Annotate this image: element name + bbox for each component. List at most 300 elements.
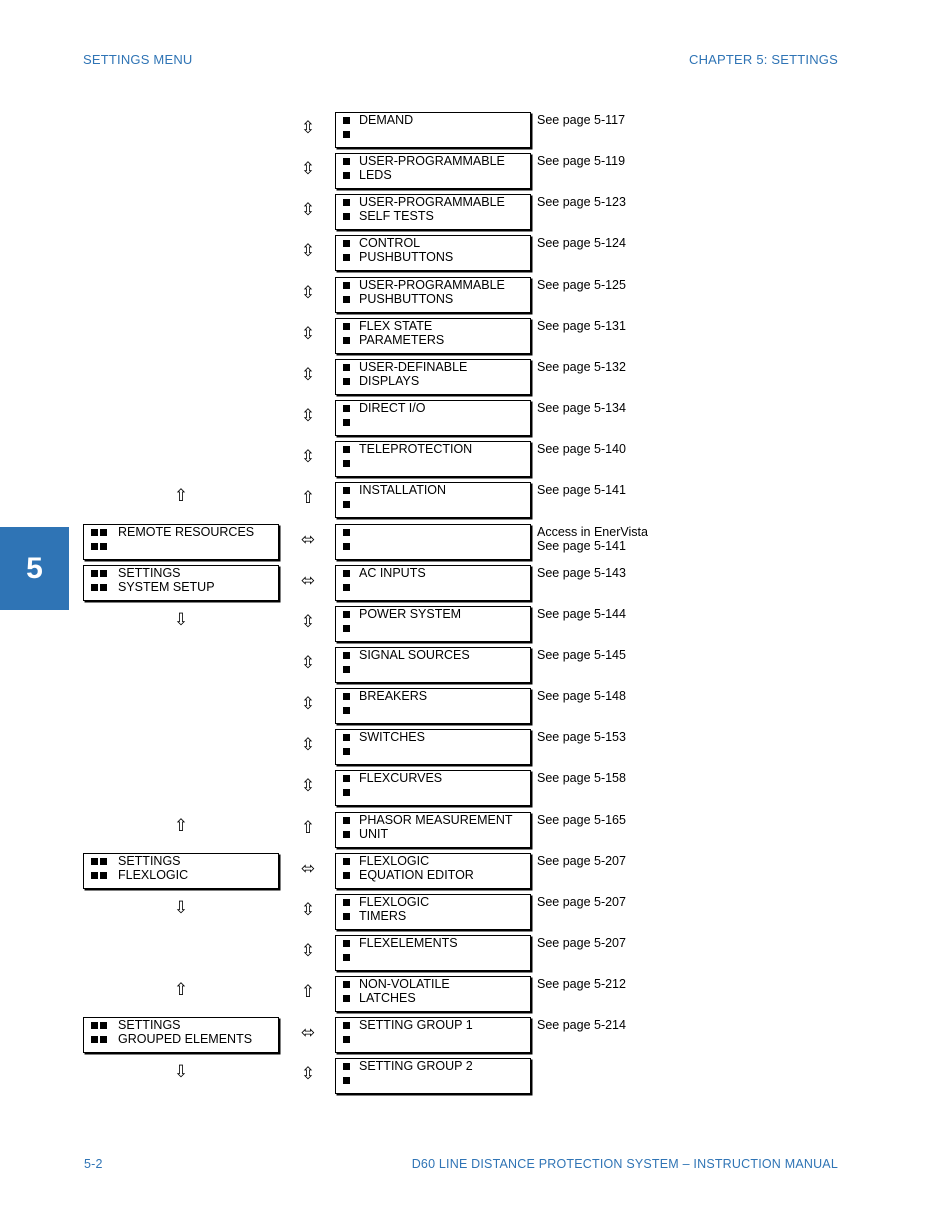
square-bullet-icon	[343, 131, 350, 138]
menu-item-line1	[336, 937, 530, 951]
bullet-squares	[343, 487, 359, 494]
menu-item-line1	[336, 526, 530, 540]
parent-menu-line1-text: SETTINGS	[118, 854, 181, 868]
menu-item-line1-text: USER-PROGRAMMABLE	[359, 195, 505, 209]
square-bullet-icon	[343, 337, 350, 344]
square-bullet-icon	[343, 1063, 350, 1070]
left-right-arrow-icon: ⬄	[300, 530, 316, 550]
square-bullet-icon	[100, 543, 107, 550]
menu-item-line2	[336, 704, 530, 718]
up-arrow-icon: ⇧	[300, 488, 316, 508]
menu-item-line2	[336, 457, 530, 471]
page-reference	[537, 402, 626, 416]
page-reference	[537, 937, 626, 951]
menu-item-box[interactable]	[335, 1058, 531, 1094]
page-reference	[537, 649, 626, 663]
chapter-tab: 5	[0, 527, 69, 610]
menu-item-line1	[336, 1060, 530, 1074]
square-bullet-icon	[343, 789, 350, 796]
menu-item-line1	[336, 814, 530, 828]
bullet-squares	[343, 940, 359, 947]
menu-item-line1	[336, 772, 530, 786]
menu-item-line2	[336, 1033, 530, 1047]
bullet-squares	[91, 584, 118, 591]
square-bullet-icon	[343, 254, 350, 261]
bullet-squares	[343, 296, 359, 303]
square-bullet-icon	[343, 693, 350, 700]
bullet-squares	[343, 213, 359, 220]
page-reference	[537, 484, 626, 498]
menu-item-line1-text: DEMAND	[359, 113, 414, 127]
page-reference-line1: See page 5-140	[537, 442, 626, 456]
menu-item-line2	[336, 869, 530, 883]
menu-item-line1-text: FLEXLOGIC	[359, 895, 430, 909]
menu-item-line1	[336, 155, 530, 169]
square-bullet-icon	[343, 117, 350, 124]
menu-item-line1-text: SETTING GROUP 1	[359, 1018, 473, 1032]
up-down-arrow-icon: ⇳	[300, 406, 316, 426]
square-bullet-icon	[343, 543, 350, 550]
page-reference	[537, 1019, 626, 1033]
bullet-squares	[91, 858, 118, 865]
bullet-squares	[343, 117, 359, 124]
menu-item-line1	[336, 1019, 530, 1033]
menu-item-line1	[336, 731, 530, 745]
menu-item-line2	[336, 210, 530, 224]
square-bullet-icon	[343, 611, 350, 618]
menu-item-line1-text: USER-DEFINABLE	[359, 360, 468, 374]
square-bullet-icon	[343, 460, 350, 467]
bullet-squares	[343, 158, 359, 165]
menu-item-line1	[336, 690, 530, 704]
bullet-squares	[343, 611, 359, 618]
bullet-squares	[343, 652, 359, 659]
page-reference	[537, 361, 626, 375]
bullet-squares	[343, 378, 359, 385]
running-header-chapter: CHAPTER 5: SETTINGS	[689, 52, 838, 67]
square-bullet-icon	[91, 872, 98, 879]
bullet-squares	[343, 323, 359, 330]
page-reference-line1: See page 5-132	[537, 360, 626, 374]
page-reference	[537, 279, 626, 293]
menu-item-line1-text: NON-VOLATILE	[359, 977, 450, 991]
bullet-squares	[343, 446, 359, 453]
menu-item-line2	[336, 622, 530, 636]
menu-item-box[interactable]	[335, 524, 531, 560]
page-reference	[537, 567, 626, 581]
square-bullet-icon	[91, 543, 98, 550]
up-down-arrow-icon: ⇳	[300, 694, 316, 714]
bullet-squares	[343, 405, 359, 412]
bullet-squares	[343, 172, 359, 179]
parent-menu-line2-text: FLEXLOGIC	[118, 867, 189, 882]
menu-item-line1-text: SETTING GROUP 2	[359, 1059, 473, 1073]
page-reference-line1: See page 5-212	[537, 977, 626, 991]
menu-item-box[interactable]	[335, 894, 531, 930]
page-reference	[537, 608, 626, 622]
bullet-squares	[343, 584, 359, 591]
menu-item-box[interactable]	[335, 976, 531, 1012]
square-bullet-icon	[343, 158, 350, 165]
page-reference	[537, 443, 626, 457]
menu-item-box[interactable]	[335, 194, 531, 230]
page-reference-line1: See page 5-158	[537, 771, 626, 785]
square-bullet-icon	[343, 775, 350, 782]
up-arrow-icon: ⇧	[173, 486, 189, 506]
page-reference	[537, 237, 626, 251]
bullet-squares	[91, 543, 118, 550]
bullet-squares	[91, 1022, 118, 1029]
square-bullet-icon	[91, 570, 98, 577]
menu-item-box[interactable]	[335, 482, 531, 518]
parent-menu-line2-text: GROUPED ELEMENTS	[118, 1031, 253, 1046]
square-bullet-icon	[343, 1077, 350, 1084]
menu-item-line2	[336, 334, 530, 348]
menu-item-line1	[336, 649, 530, 663]
page-reference-line1: See page 5-145	[537, 648, 626, 662]
bullet-squares	[343, 789, 359, 796]
menu-item-line1-text: USER-PROGRAMMABLE	[359, 154, 505, 168]
menu-item-line1	[336, 896, 530, 910]
square-bullet-icon	[343, 666, 350, 673]
bullet-squares	[343, 1077, 359, 1084]
menu-item-line1-text: TELEPROTECTION	[359, 442, 473, 456]
running-header-section: SETTINGS MENU	[83, 52, 193, 67]
bullet-squares	[343, 199, 359, 206]
bullet-squares	[343, 337, 359, 344]
menu-item-line1-text: FLEX STATE	[359, 319, 433, 333]
bullet-squares	[343, 1022, 359, 1029]
bullet-squares	[91, 570, 118, 577]
square-bullet-icon	[343, 831, 350, 838]
page-reference-line1: See page 5-131	[537, 319, 626, 333]
page-reference-line1: Access in EnerVista	[537, 525, 648, 539]
up-down-arrow-icon: ⇳	[300, 159, 316, 179]
page-reference-line1: See page 5-134	[537, 401, 626, 415]
square-bullet-icon	[343, 296, 350, 303]
menu-item-line1	[336, 402, 530, 416]
up-arrow-icon: ⇧	[173, 980, 189, 1000]
up-arrow-icon: ⇧	[300, 818, 316, 838]
menu-item-box[interactable]	[335, 812, 531, 848]
menu-item-line2-text: EQUATION EDITOR	[359, 867, 474, 882]
parent-menu-line1-text: REMOTE RESOURCES	[118, 525, 255, 539]
menu-item-line2-text: PUSHBUTTONS	[359, 291, 454, 306]
bullet-squares	[343, 693, 359, 700]
page-reference	[537, 814, 626, 828]
square-bullet-icon	[343, 378, 350, 385]
up-down-arrow-icon: ⇳	[300, 241, 316, 261]
page-reference-line1: See page 5-125	[537, 278, 626, 292]
page-reference-line1: See page 5-214	[537, 1018, 626, 1032]
square-bullet-icon	[343, 419, 350, 426]
menu-item-line1	[336, 114, 530, 128]
menu-item-line2	[336, 293, 530, 307]
left-right-arrow-icon: ⬄	[300, 571, 316, 591]
page-reference-line1: See page 5-148	[537, 689, 626, 703]
menu-item-box[interactable]	[335, 359, 531, 395]
menu-item-box[interactable]	[335, 935, 531, 971]
square-bullet-icon	[343, 858, 350, 865]
menu-item-line2	[336, 128, 530, 142]
parent-menu-line1-text: SETTINGS	[118, 566, 181, 580]
page-reference	[537, 855, 626, 869]
square-bullet-icon	[343, 213, 350, 220]
menu-item-line2-text: TIMERS	[359, 908, 407, 923]
parent-menu-line2	[84, 581, 278, 595]
square-bullet-icon	[100, 1022, 107, 1029]
square-bullet-icon	[343, 199, 350, 206]
menu-item-box[interactable]	[335, 153, 531, 189]
menu-item-box[interactable]	[335, 441, 531, 477]
menu-item-line1-text: DIRECT I/O	[359, 401, 426, 415]
page-reference	[537, 196, 626, 210]
menu-item-line1-text: POWER SYSTEM	[359, 607, 462, 621]
page-reference	[537, 731, 626, 745]
square-bullet-icon	[343, 734, 350, 741]
menu-item-line2	[336, 1074, 530, 1088]
menu-item-line1-text: USER-PROGRAMMABLE	[359, 278, 505, 292]
square-bullet-icon	[343, 501, 350, 508]
square-bullet-icon	[343, 940, 350, 947]
square-bullet-icon	[343, 446, 350, 453]
menu-item-line2	[336, 910, 530, 924]
bullet-squares	[343, 748, 359, 755]
menu-item-box[interactable]	[335, 729, 531, 765]
page-reference	[537, 526, 648, 553]
down-arrow-icon: ⇩	[173, 1062, 189, 1082]
menu-item-line1-text: AC INPUTS	[359, 566, 426, 580]
square-bullet-icon	[343, 872, 350, 879]
parent-menu-box[interactable]	[83, 853, 279, 889]
square-bullet-icon	[343, 405, 350, 412]
square-bullet-icon	[100, 872, 107, 879]
square-bullet-icon	[91, 1022, 98, 1029]
menu-item-box[interactable]	[335, 606, 531, 642]
up-down-arrow-icon: ⇳	[300, 900, 316, 920]
menu-item-line2	[336, 540, 530, 554]
up-down-arrow-icon: ⇳	[300, 283, 316, 303]
up-down-arrow-icon: ⇳	[300, 365, 316, 385]
bullet-squares	[343, 625, 359, 632]
parent-menu-line2	[84, 1033, 278, 1047]
bullet-squares	[343, 954, 359, 961]
menu-item-line2-text: LEDS	[359, 167, 392, 182]
page-reference	[537, 155, 625, 169]
menu-item-line1	[336, 484, 530, 498]
menu-item-box[interactable]	[335, 647, 531, 683]
parent-menu-line2	[84, 869, 278, 883]
parent-menu-line1	[84, 1019, 278, 1033]
up-down-arrow-icon: ⇳	[300, 324, 316, 344]
bullet-squares	[343, 282, 359, 289]
menu-item-line1	[336, 608, 530, 622]
page-reference	[537, 114, 625, 128]
bullet-squares	[91, 1036, 118, 1043]
square-bullet-icon	[343, 817, 350, 824]
menu-item-box[interactable]	[335, 277, 531, 313]
menu-item-line1-text: INSTALLATION	[359, 483, 447, 497]
menu-item-line2-text: SELF TESTS	[359, 208, 434, 223]
page-reference-line1: See page 5-207	[537, 936, 626, 950]
square-bullet-icon	[100, 570, 107, 577]
square-bullet-icon	[91, 529, 98, 536]
square-bullet-icon	[343, 364, 350, 371]
manual-title: D60 LINE DISTANCE PROTECTION SYSTEM – INSTRUCTION MANUAL	[411, 1157, 838, 1171]
up-down-arrow-icon: ⇳	[300, 1064, 316, 1084]
square-bullet-icon	[343, 282, 350, 289]
bullet-squares	[343, 707, 359, 714]
page-reference	[537, 896, 626, 910]
square-bullet-icon	[100, 584, 107, 591]
square-bullet-icon	[343, 487, 350, 494]
menu-item-line1	[336, 320, 530, 334]
menu-item-box[interactable]	[335, 1017, 531, 1053]
parent-menu-line2	[84, 540, 278, 554]
menu-item-line2	[336, 951, 530, 965]
menu-item-box[interactable]	[335, 318, 531, 354]
square-bullet-icon	[91, 858, 98, 865]
bullet-squares	[343, 131, 359, 138]
bullet-squares	[343, 1063, 359, 1070]
menu-item-box[interactable]	[335, 400, 531, 436]
bullet-squares	[343, 831, 359, 838]
square-bullet-icon	[100, 858, 107, 865]
square-bullet-icon	[343, 899, 350, 906]
square-bullet-icon	[100, 529, 107, 536]
bullet-squares	[343, 775, 359, 782]
down-arrow-icon: ⇩	[173, 610, 189, 630]
menu-item-line2-text: DISPLAYS	[359, 373, 420, 388]
page-reference	[537, 690, 626, 704]
menu-item-box[interactable]	[335, 235, 531, 271]
menu-item-line2	[336, 663, 530, 677]
menu-item-line2-text: PUSHBUTTONS	[359, 249, 454, 264]
menu-item-line1	[336, 361, 530, 375]
menu-item-line2	[336, 745, 530, 759]
menu-item-line1	[336, 279, 530, 293]
page-reference-line1: See page 5-153	[537, 730, 626, 744]
bullet-squares	[343, 981, 359, 988]
page-reference-line1: See page 5-124	[537, 236, 626, 250]
parent-menu-line1	[84, 526, 278, 540]
page-reference-line1: See page 5-165	[537, 813, 626, 827]
up-down-arrow-icon: ⇳	[300, 118, 316, 138]
page-reference-line1: See page 5-143	[537, 566, 626, 580]
menu-item-line1	[336, 567, 530, 581]
page-reference	[537, 978, 626, 992]
menu-item-box[interactable]	[335, 853, 531, 889]
bullet-squares	[343, 240, 359, 247]
square-bullet-icon	[343, 529, 350, 536]
menu-item-line2	[336, 416, 530, 430]
square-bullet-icon	[100, 1036, 107, 1043]
page-reference-line1: See page 5-141	[537, 483, 626, 497]
page-reference-line1: See page 5-207	[537, 895, 626, 909]
up-down-arrow-icon: ⇳	[300, 447, 316, 467]
menu-item-line1-text: BREAKERS	[359, 689, 428, 703]
square-bullet-icon	[343, 707, 350, 714]
bullet-squares	[343, 254, 359, 261]
bullet-squares	[343, 364, 359, 371]
menu-item-box[interactable]	[335, 688, 531, 724]
menu-item-box[interactable]	[335, 565, 531, 601]
bullet-squares	[343, 995, 359, 1002]
bullet-squares	[343, 529, 359, 536]
parent-menu-box[interactable]	[83, 524, 279, 560]
menu-item-line2	[336, 786, 530, 800]
square-bullet-icon	[343, 1036, 350, 1043]
page-reference	[537, 320, 626, 334]
square-bullet-icon	[343, 172, 350, 179]
page-reference-line1: See page 5-119	[537, 154, 626, 168]
up-down-arrow-icon: ⇳	[300, 735, 316, 755]
bullet-squares	[343, 570, 359, 577]
menu-item-line2	[336, 992, 530, 1006]
up-arrow-icon: ⇧	[300, 982, 316, 1002]
parent-menu-box[interactable]	[83, 565, 279, 601]
up-down-arrow-icon: ⇳	[300, 776, 316, 796]
parent-menu-line1	[84, 855, 278, 869]
menu-item-line1	[336, 443, 530, 457]
square-bullet-icon	[343, 652, 350, 659]
menu-item-line2-text: UNIT	[359, 826, 389, 841]
menu-item-line1-text: FLEXCURVES	[359, 771, 443, 785]
menu-item-line1-text: FLEXELEMENTS	[359, 936, 458, 950]
menu-item-line1-text: PHASOR MEASUREMENT	[359, 813, 513, 827]
up-down-arrow-icon: ⇳	[300, 612, 316, 632]
menu-item-line1	[336, 196, 530, 210]
square-bullet-icon	[343, 323, 350, 330]
menu-item-line1-text: SIGNAL SOURCES	[359, 648, 470, 662]
square-bullet-icon	[343, 995, 350, 1002]
page-reference-line1: See page 5-207	[537, 854, 626, 868]
bullet-squares	[343, 501, 359, 508]
up-down-arrow-icon: ⇳	[300, 653, 316, 673]
square-bullet-icon	[343, 954, 350, 961]
bullet-squares	[91, 529, 118, 536]
parent-menu-box[interactable]	[83, 1017, 279, 1053]
square-bullet-icon	[343, 584, 350, 591]
bullet-squares	[343, 543, 359, 550]
parent-menu-line2-text: SYSTEM SETUP	[118, 579, 215, 594]
square-bullet-icon	[343, 240, 350, 247]
up-down-arrow-icon: ⇳	[300, 941, 316, 961]
menu-item-line2	[336, 251, 530, 265]
menu-item-line2	[336, 169, 530, 183]
square-bullet-icon	[91, 584, 98, 591]
menu-item-line1-text: CONTROL	[359, 236, 421, 250]
menu-item-line2	[336, 375, 530, 389]
menu-item-box[interactable]	[335, 770, 531, 806]
menu-item-line2-text: LATCHES	[359, 990, 416, 1005]
left-right-arrow-icon: ⬄	[300, 1023, 316, 1043]
parent-menu-line1	[84, 567, 278, 581]
page-number: 5-2	[84, 1157, 103, 1171]
square-bullet-icon	[343, 1022, 350, 1029]
bullet-squares	[343, 1036, 359, 1043]
up-down-arrow-icon: ⇳	[300, 200, 316, 220]
page-reference	[537, 772, 626, 786]
bullet-squares	[343, 460, 359, 467]
left-right-arrow-icon: ⬄	[300, 859, 316, 879]
square-bullet-icon	[343, 748, 350, 755]
menu-item-box[interactable]	[335, 112, 531, 148]
menu-item-line2-text: PARAMETERS	[359, 332, 445, 347]
bullet-squares	[343, 817, 359, 824]
bullet-squares	[91, 872, 118, 879]
page-reference-line2: See page 5-141	[537, 538, 626, 553]
